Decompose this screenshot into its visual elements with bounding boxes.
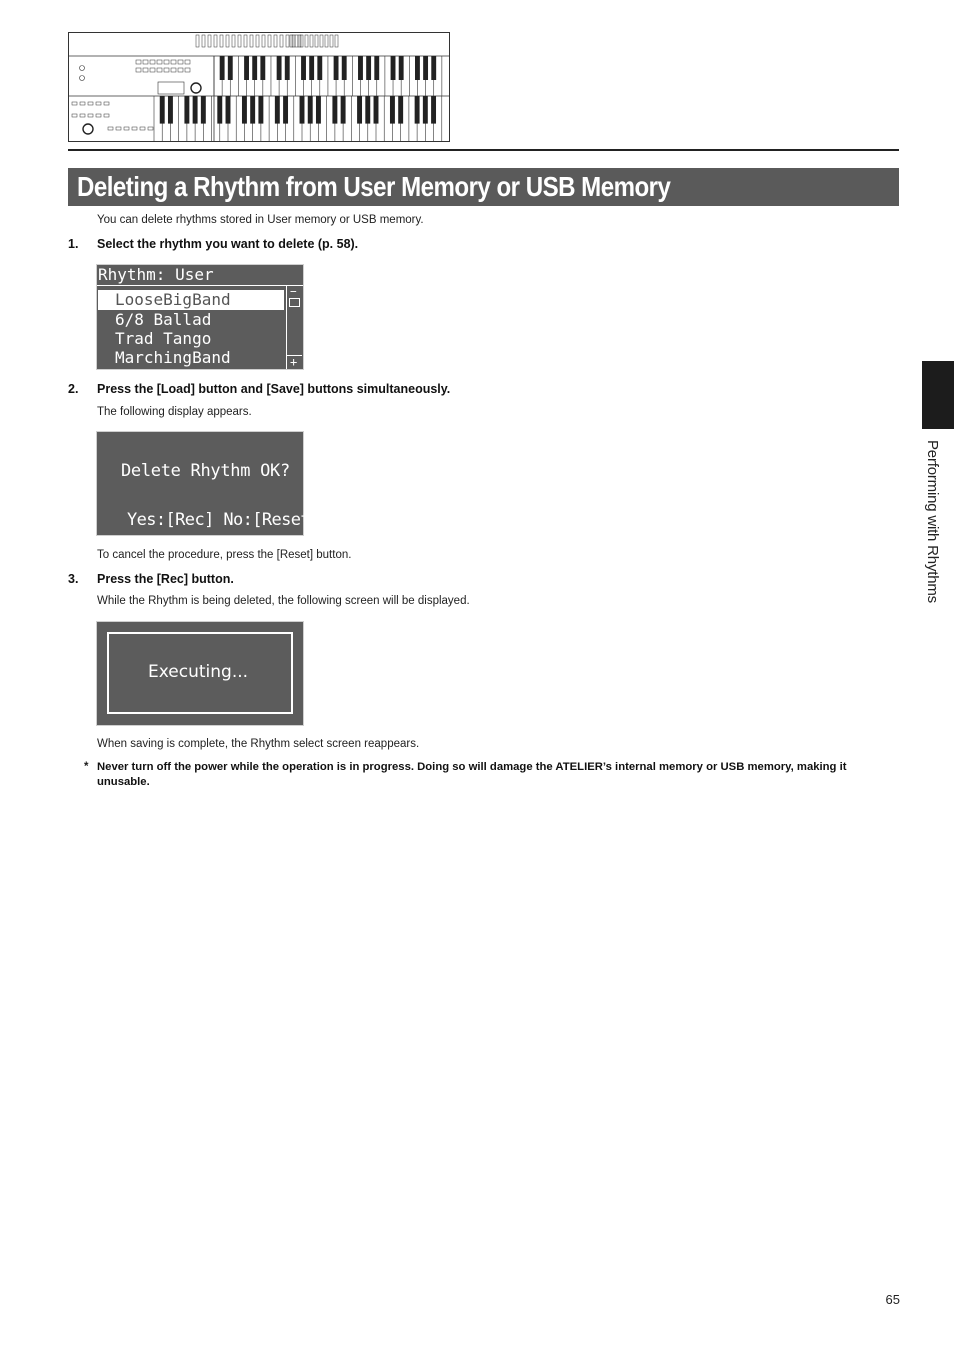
scroll-thumb bbox=[289, 298, 300, 307]
step-3-complete-note: When saving is complete, the Rhythm select screen reappears. bbox=[97, 738, 420, 750]
header-rule bbox=[68, 149, 899, 151]
delete-confirm-screen bbox=[96, 431, 320, 536]
page-number: 65 bbox=[885, 1292, 900, 1307]
scroll-minus-icon: − bbox=[290, 285, 297, 298]
confirm-question: Delete Rhythm OK? bbox=[121, 461, 290, 481]
step-1-number: 1. bbox=[68, 237, 79, 251]
rhythm-list-item: MarchingBand bbox=[115, 348, 231, 367]
confirm-options: Yes:[Rec] No:[Reset] bbox=[127, 510, 320, 530]
executing-screen bbox=[96, 621, 304, 726]
step-1-text: Select the rhythm you want to delete (p. 58). bbox=[97, 237, 359, 251]
screen-title: Rhythm: User bbox=[98, 265, 214, 284]
caution-text-line-1: Never turn off the power while the operation is in progress. Doing so will damage the ATELIER’s internal memory or USB memory, making it bbox=[97, 761, 847, 773]
intro-text: You can delete rhythms stored in User memory or USB memory. bbox=[97, 214, 424, 226]
rhythm-list-item: LooseBigBand bbox=[115, 290, 231, 309]
step-2-number: 2. bbox=[68, 382, 79, 396]
step-3-note: While the Rhythm is being deleted, the following screen will be displayed. bbox=[97, 595, 470, 607]
step-3-number: 3. bbox=[68, 572, 79, 586]
step-2-cancel-note: To cancel the procedure, press the [Reset] button. bbox=[97, 549, 352, 561]
section-title-bar bbox=[68, 168, 899, 206]
caution-mark: * bbox=[84, 761, 89, 773]
step-2-note: The following display appears. bbox=[97, 406, 252, 418]
executing-text: Executing... bbox=[148, 662, 249, 682]
scrollbar bbox=[286, 286, 303, 369]
page-title: Deleting a Rhythm from User Memory or USB Memory bbox=[77, 171, 671, 202]
chapter-label: Performing with Rhythms bbox=[924, 440, 941, 603]
caution-text-line-2: unusable. bbox=[97, 776, 150, 788]
chapter-tab bbox=[922, 361, 954, 429]
rhythm-list-item: 6/8 Ballad bbox=[115, 310, 212, 329]
rhythm-select-screen bbox=[96, 264, 304, 370]
step-2-text: Press the [Load] button and [Save] buttons simultaneously. bbox=[97, 382, 451, 396]
scroll-plus-icon: + bbox=[290, 355, 298, 369]
organ-panel-illustration bbox=[68, 32, 450, 142]
screen-title-divider bbox=[97, 285, 303, 286]
step-3-text: Press the [Rec] button. bbox=[97, 572, 234, 586]
rhythm-list-item: Trad Tango bbox=[115, 329, 212, 348]
